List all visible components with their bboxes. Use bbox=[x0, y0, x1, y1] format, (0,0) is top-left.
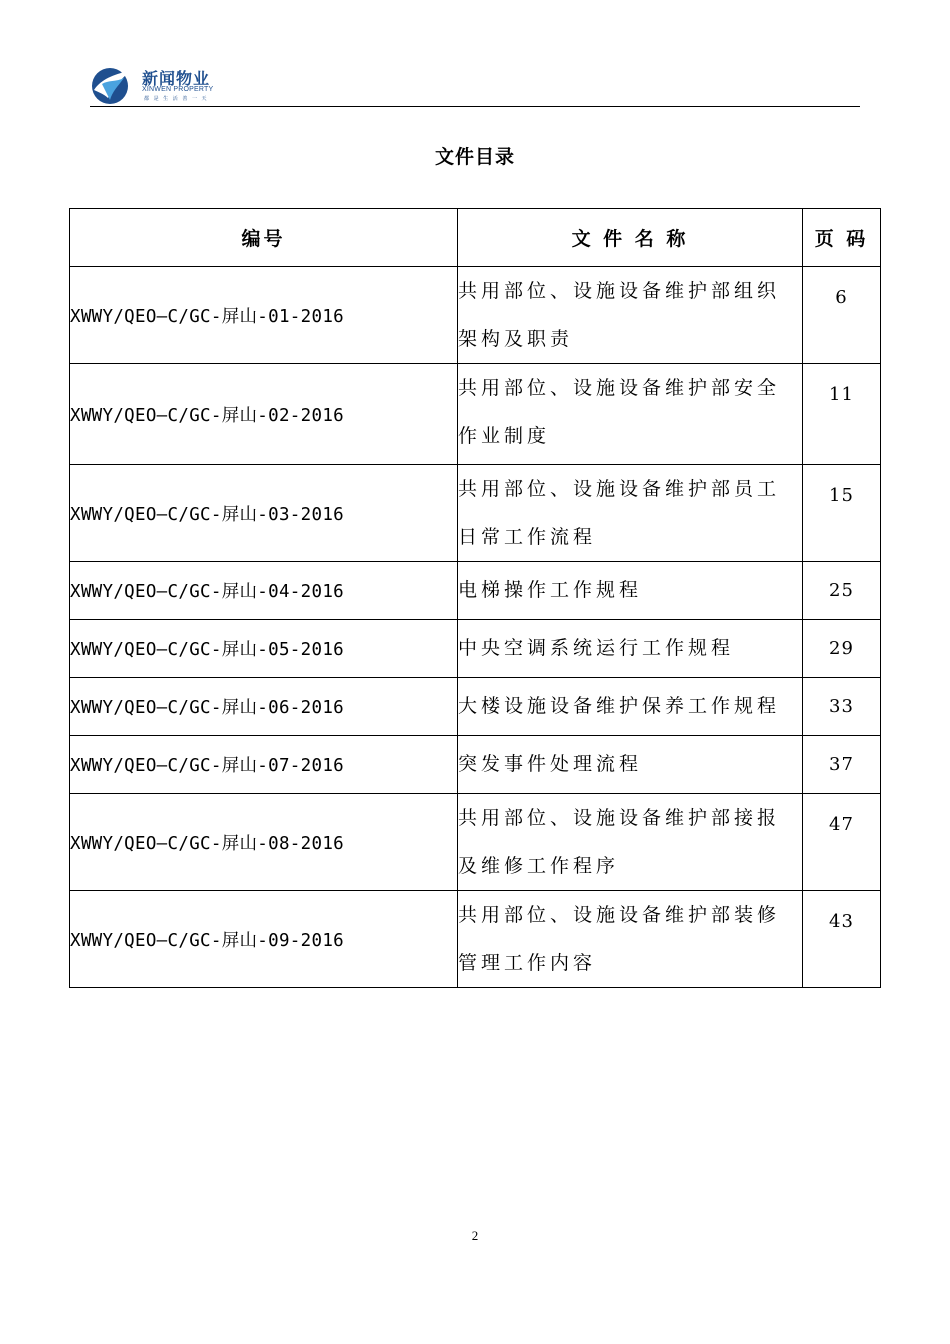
page-number: 43 bbox=[829, 911, 854, 932]
document-title: 文件目录 bbox=[434, 146, 515, 168]
page-number: 37 bbox=[829, 754, 854, 775]
doc-name: 共用部位、设施设备维护部员工日常工作流程 bbox=[458, 465, 803, 562]
page-number: 11 bbox=[829, 384, 854, 405]
page-number: 6 bbox=[835, 287, 848, 308]
table-header-row bbox=[70, 209, 881, 267]
doc-name: 共用部位、设施设备维护部装修管理工作内容 bbox=[458, 891, 803, 988]
doc-code: XWWY/QEO—C/GC-屏山-07-2016 bbox=[70, 736, 458, 794]
table-row bbox=[70, 267, 881, 364]
doc-code: XWWY/QEO—C/GC-屏山-08-2016 bbox=[70, 794, 458, 891]
logo-slogan: 都 是 生 活 善 一 天 bbox=[144, 96, 209, 102]
table-row bbox=[70, 562, 881, 620]
doc-name: 大楼设施设备维护保养工作规程 bbox=[458, 678, 803, 736]
page-number-footer: 2 bbox=[471, 1228, 479, 1243]
doc-name: 电梯操作工作规程 bbox=[458, 562, 803, 620]
doc-name: 中央空调系统运行工作规程 bbox=[458, 620, 803, 678]
table-row bbox=[70, 465, 881, 562]
header-name: 文 件 名 称 bbox=[458, 209, 803, 267]
header-code: 编号 bbox=[70, 209, 458, 267]
page-number: 15 bbox=[829, 485, 854, 506]
doc-name: 突发事件处理流程 bbox=[458, 736, 803, 794]
doc-code: XWWY/QEO—C/GC-屏山-05-2016 bbox=[70, 620, 458, 678]
company-logo-icon bbox=[88, 64, 140, 104]
page-header bbox=[88, 62, 860, 108]
doc-code: XWWY/QEO—C/GC-屏山-02-2016 bbox=[70, 364, 458, 465]
doc-code: XWWY/QEO—C/GC-屏山-01-2016 bbox=[70, 267, 458, 364]
doc-code: XWWY/QEO—C/GC-屏山-09-2016 bbox=[70, 891, 458, 988]
page-number: 25 bbox=[829, 580, 854, 601]
header-divider bbox=[90, 106, 860, 107]
doc-code: XWWY/QEO—C/GC-屏山-03-2016 bbox=[70, 465, 458, 562]
page-number: 29 bbox=[829, 638, 854, 659]
doc-code: XWWY/QEO—C/GC-屏山-06-2016 bbox=[70, 678, 458, 736]
table-row bbox=[70, 620, 881, 678]
doc-name: 共用部位、设施设备维护部组织架构及职责 bbox=[458, 267, 803, 364]
table-row bbox=[70, 364, 881, 465]
header-page: 页 码 bbox=[803, 209, 881, 267]
table-row bbox=[70, 736, 881, 794]
doc-name: 共用部位、设施设备维护部接报及维修工作程序 bbox=[458, 794, 803, 891]
logo-english-name: XINWEN PROPERTY bbox=[142, 86, 214, 93]
table-row bbox=[70, 891, 881, 988]
table-row bbox=[70, 678, 881, 736]
contents-table bbox=[69, 208, 881, 988]
doc-name: 共用部位、设施设备维护部安全作业制度 bbox=[458, 364, 803, 465]
page-number: 33 bbox=[829, 696, 854, 717]
logo-name: 新闻物业 bbox=[142, 69, 211, 88]
table-row bbox=[70, 794, 881, 891]
page-number: 47 bbox=[829, 814, 854, 835]
doc-code: XWWY/QEO—C/GC-屏山-04-2016 bbox=[70, 562, 458, 620]
